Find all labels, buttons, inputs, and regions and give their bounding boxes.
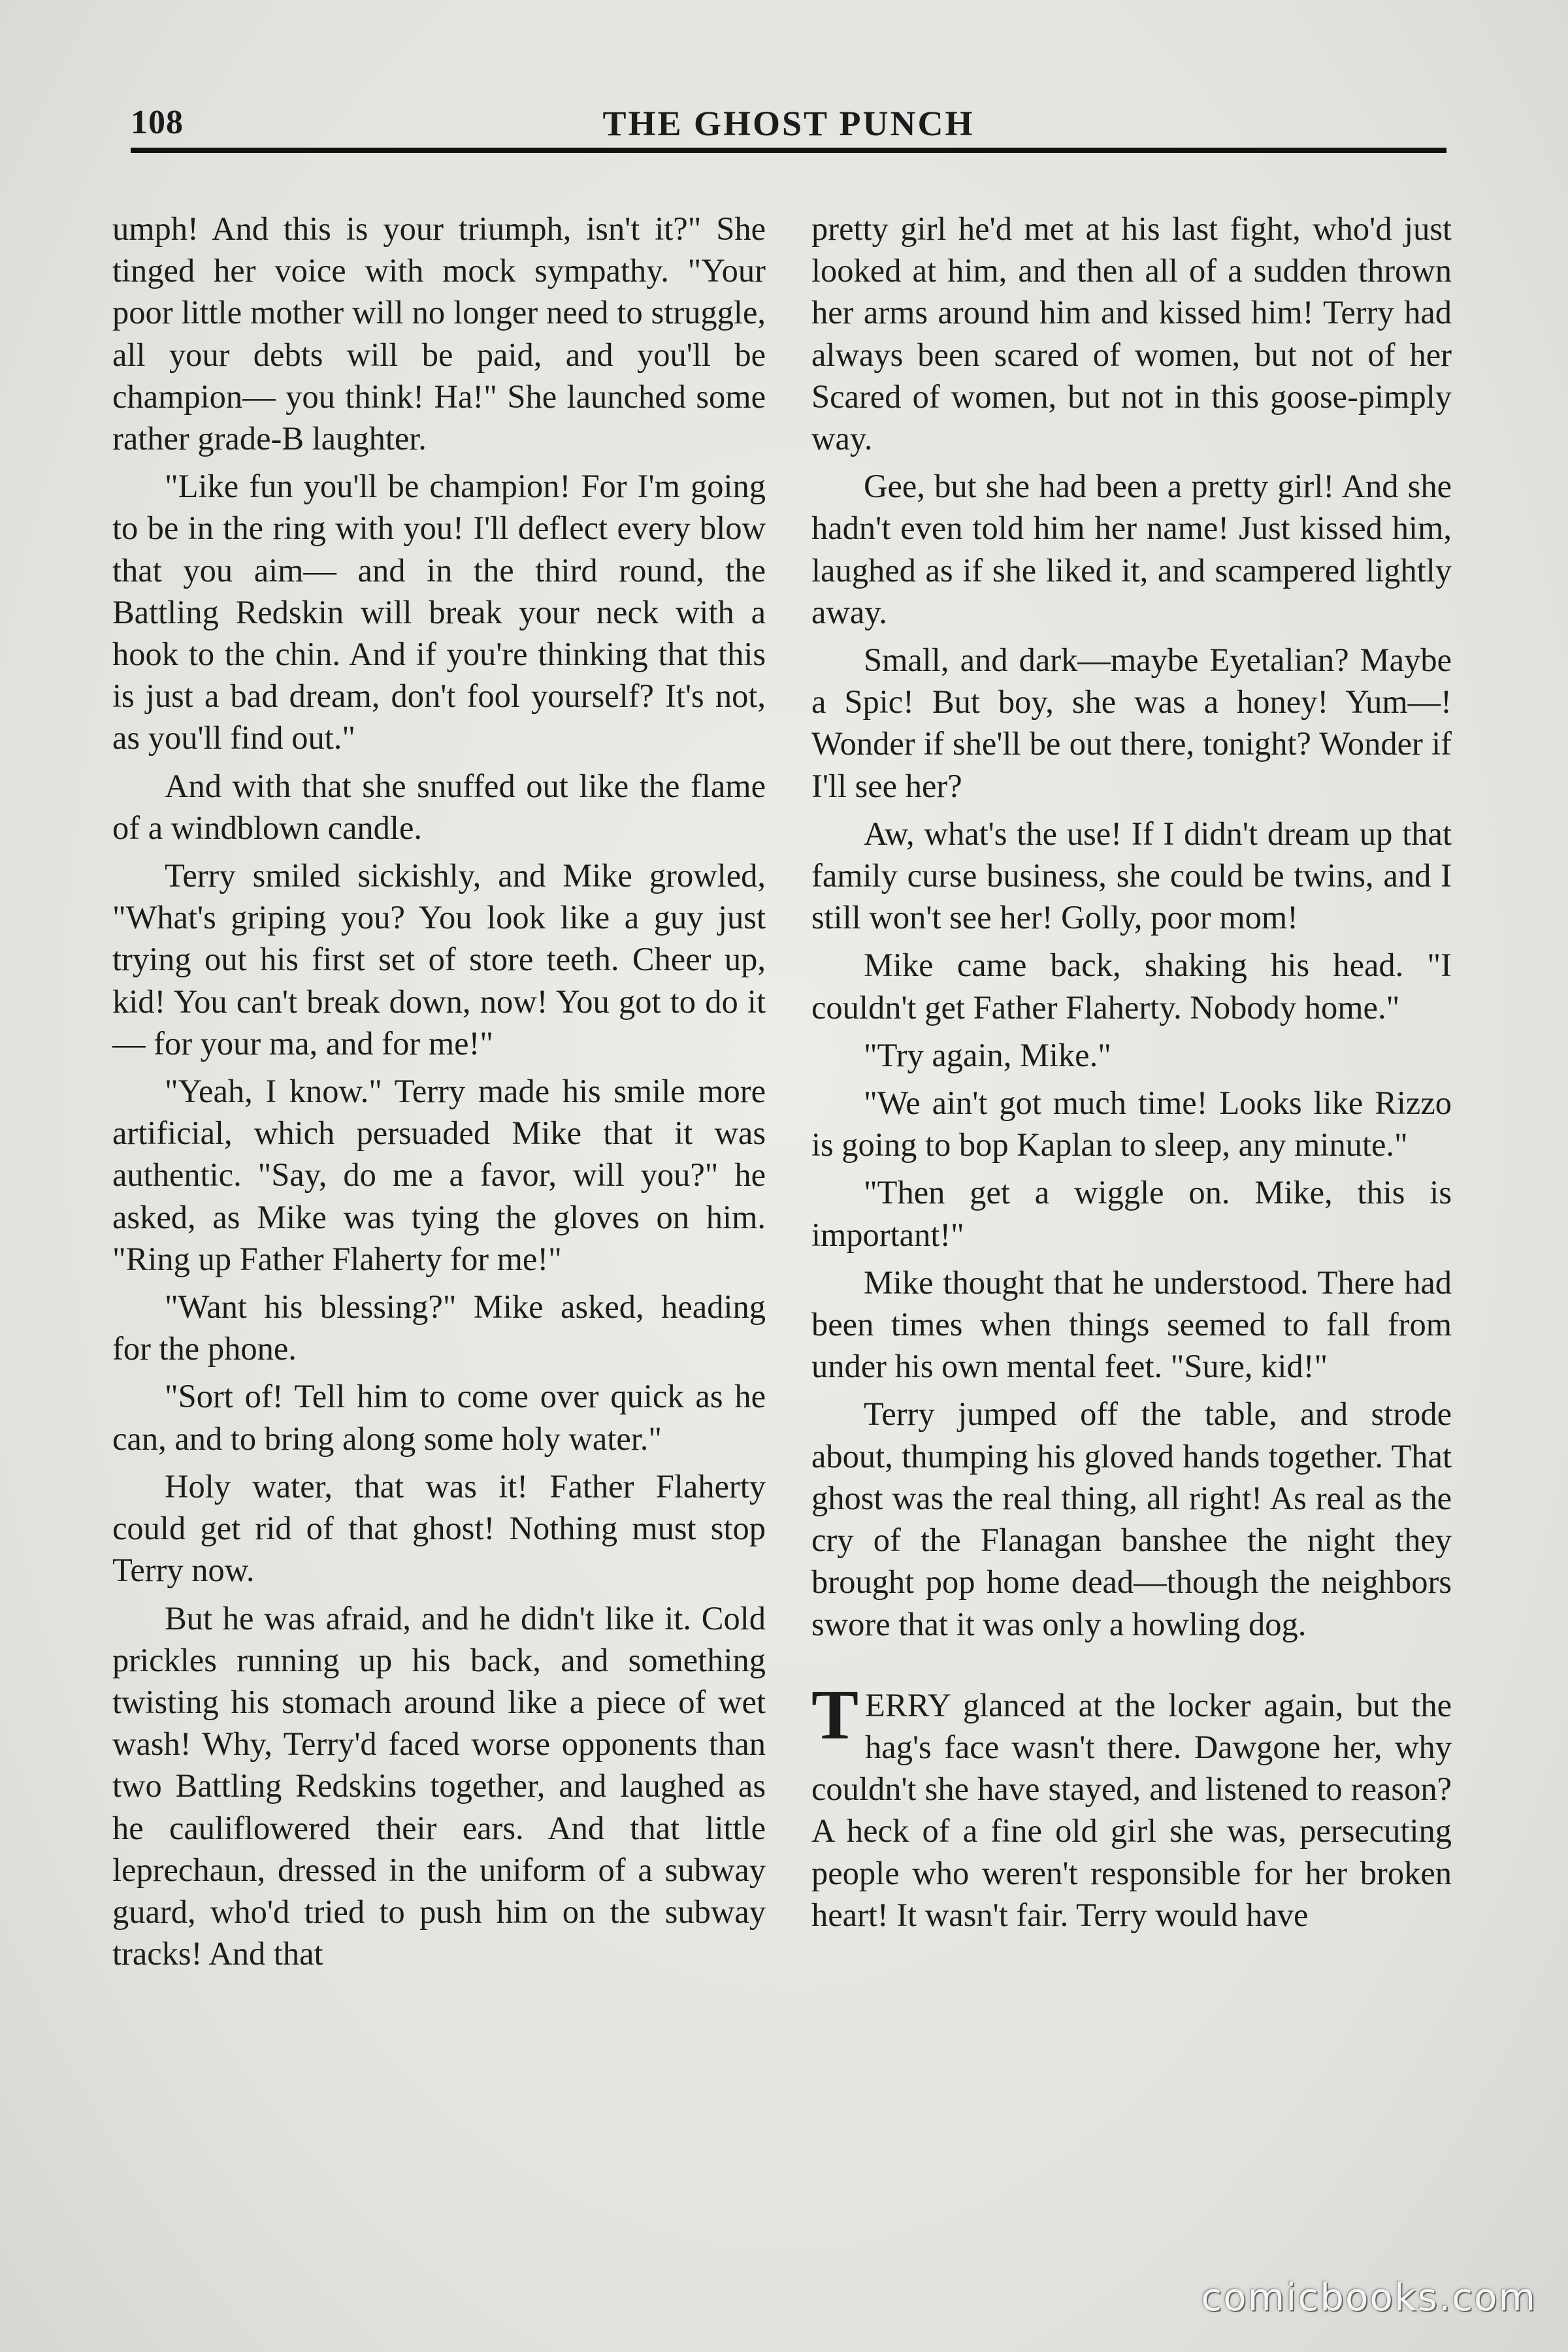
paragraph: Mike thought that he understood. There had been times when things seemed to fall from under his own mental feet. "Sure, kid!" [811, 1264, 1452, 1385]
paragraph: "Sort of! Tell him to come over quick as he can, and to bring along some holy water." [112, 1378, 766, 1457]
paragraph: Small, and dark—maybe Eyetalian? Maybe a Spic! But boy, she was a honey! Yum—! Wonder if she'll be out there, tonight? Wonder if I'll see her? [811, 642, 1452, 804]
paragraph: Holy water, that was it! Father Flaherty could get rid of that ghost! Nothing must stop Terry now. [112, 1467, 766, 1589]
paragraph: Aw, what's the use! If I didn't dream up that family curse business, she could be twins, and I still won't see her! Golly, poor mom! [811, 815, 1452, 936]
running-title: THE GHOST PUNCH [602, 104, 975, 143]
page-header [131, 98, 1446, 150]
section-opening-text: ERRY glanced at the locker again, but the hag's face wasn't there. Dawgone her, why couldn't she have stayed, and listened to reason? A heck of a fine old girl she was, persecuting people who weren't responsible for her broken heart! It wasn't fair. Terry would have [811, 1686, 1452, 1933]
paragraph: "Then get a wiggle on. Mike, this is important!" [811, 1174, 1452, 1253]
left-column [112, 208, 766, 1980]
paragraph: pretty girl he'd met at his last fight, who'd just looked at him, and then all of a sudden thrown her arms around him and kissed him! Terry had always been scared of women, but not of her Scared of women, but not in this goose-pimply way. [811, 210, 1452, 457]
paragraph: Terry smiled sickishly, and Mike growled, "What's griping you? You look like a guy just trying out his first set of store teeth. Cheer up, kid! You can't break down, now! You got to do it— for your ma, and for me!" [112, 857, 766, 1062]
paragraph: Gee, but she had been a pretty girl! And she hadn't even told him her name! Just kissed him, laughed as if she liked it, and scampered lightly away. [811, 468, 1452, 630]
paragraph: Mike came back, shaking his head. "I couldn't get Father Flaherty. Nobody home." [811, 947, 1452, 1026]
paragraph: And with that she snuffed out like the flame of a windblown candle. [112, 767, 766, 846]
section-opening-paragraph [811, 1676, 1452, 1936]
paragraph: umph! And this is your triumph, isn't it?" She tinged her voice with mock sympathy. "Your poor little mother will no longer need to struggle, all your debts will be paid, and you'll be champion— you think! Ha!" She launched some rather grade-B laughter. [112, 210, 766, 457]
paragraph: "Like fun you'll be champion! For I'm going to be in the ring with you! I'll deflect every blow that you aim— and in the third round, the Battling Redskin will break your neck with a hook to the chin. And if you're thinking that this is just a bad dream, don't fool yourself? It's not, as you'll find out." [112, 468, 766, 757]
right-column [811, 208, 1452, 1942]
paragraph: "Try again, Mike." [864, 1036, 1111, 1073]
paragraph: Terry jumped off the table, and strode about, thumping his gloved hands together. That ghost was the real thing, all right! As real as the cry of the Flanagan banshee the night they brought pop home dead—though the neighbors swore that it was only a howling dog. [811, 1396, 1452, 1642]
paragraph: "We ain't got much time! Looks like Rizzo is going to bop Kaplan to sleep, any minute." [811, 1085, 1452, 1164]
drop-cap: T [811, 1676, 859, 1754]
watermark: comicbooks.com [1201, 2275, 1537, 2319]
page-number: 108 [131, 104, 184, 141]
paragraph: "Yeah, I know." Terry made his smile more artificial, which persuaded Mike that it was authentic. "Say, do me a favor, will you?" he asked, as Mike was tying the gloves on him. "Ring up Father Flaherty for me!" [112, 1073, 766, 1277]
paragraph: "Want his blessing?" Mike asked, heading for the phone. [112, 1288, 766, 1367]
header-rule [131, 148, 1446, 153]
paragraph: But he was afraid, and he didn't like it. Cold prickles running up his back, and something twisting his stomach around like a piece of wet wash! Why, Terry'd faced worse opponents than two Battling Redskins together, and laughed as he cauliflowered their ears. And that little leprechaun, dressed in the uniform of a subway guard, who'd tried to push him on the subway tracks! And that [112, 1599, 766, 1972]
